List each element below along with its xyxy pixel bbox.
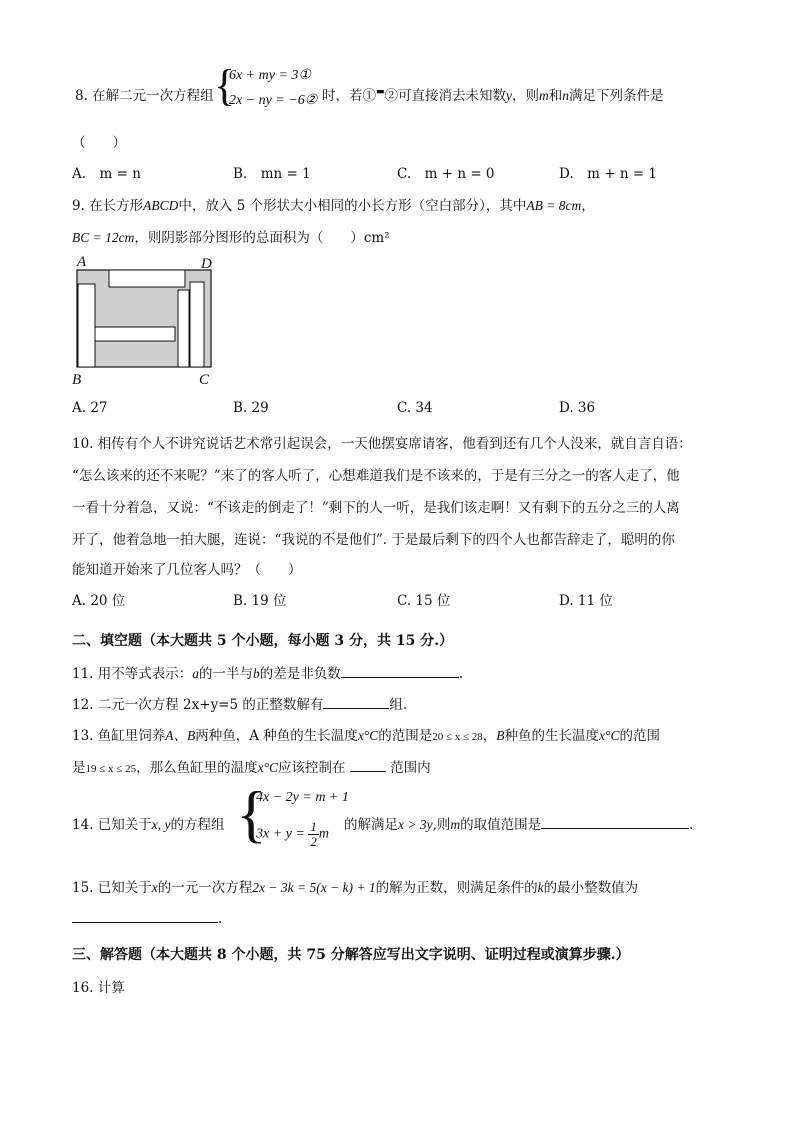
q9-option-d: D. 36 (559, 400, 596, 416)
q10-option-c: C. 15 位 (397, 593, 451, 609)
q8-prefix: 8. 在解二元一次方程组 (75, 88, 214, 104)
q12-answer-blank[interactable] (323, 694, 389, 709)
q11-answer-blank[interactable] (341, 663, 459, 678)
q8-option-b: B. mn = 1 (233, 166, 311, 182)
q10-option-b: B. 19 位 (233, 593, 287, 609)
q9-option-b: B. 29 (233, 400, 269, 416)
q16: 16. 计算 (72, 980, 125, 996)
small-rect-mid (95, 327, 175, 341)
q8-eq2: 2x − ny = −6② (229, 93, 318, 108)
q9-figure (70, 252, 220, 392)
q14-rest: 的解满足x > 3y,则m的取值范围是 . (344, 813, 693, 833)
q10-line-2: “怎么该来的还不来呢？”来了的客人听了，心想难道我们是不该来的，于是有三分之一的客人走了，他 (72, 468, 680, 484)
small-rect-right-1 (190, 282, 204, 367)
small-rect-left (78, 284, 95, 367)
q9-option-a: A. 27 (72, 400, 108, 416)
q13-answer-blank[interactable] (350, 757, 386, 772)
q11: 11. 用不等式表示：a的一半与b的差是非负数 . (72, 662, 463, 682)
q14-eq1: 4x − 2y = m + 1 (256, 790, 349, 805)
q15-line-1: 15. 已知关于x的一元一次方程2x − 3k = 5(x − k) + 1的解为正数，则满足条件的k的最小整数值为 (72, 880, 639, 896)
q14-answer-blank[interactable] (541, 814, 689, 829)
q15-answer-blank[interactable] (72, 908, 218, 923)
q10-line-5: 能知道开始来了几位客人吗？（ ） (72, 562, 302, 578)
q10-option-a: A. 20 位 (72, 593, 126, 609)
q13-line-1: 13. 鱼缸里饲养A、B两种鱼，A 种鱼的生长温度x°C的范围是20 ≤ x ≤ 28，B种鱼的生长温度x°C的范围 (72, 728, 660, 744)
q9-line2: BC = 12cm，则阴影部分图形的总面积为（ ）cm² (72, 230, 390, 246)
q8-text-line: 时，若①▬②可直接消去未知数y，则m和n满足下列条件是 (322, 87, 664, 104)
q8-option-d: D. m + n = 1 (559, 166, 658, 182)
label-d: D (201, 256, 212, 272)
label-c: C (199, 372, 210, 388)
q13-line-2: 是19 ≤ x ≤ 25，那么鱼缸里的温度x°C应该控制在 范围内 (72, 756, 431, 776)
section-2-heading: 二、填空题（本大题共 5 个小题，每小题 3 分，共 15 分.） (72, 633, 454, 649)
section-3-heading: 三、解答题（本大题共 8 个小题，共 75 分解答应写出文字说明、证明过程或演算步骤.） (72, 947, 630, 963)
q9-line1: 9. 在长方形ABCD中，放入 5 个形状大小相同的小长方形（空白部分），其中AB = 8cm， (72, 198, 595, 214)
label-a: A (77, 254, 87, 270)
q14-eq2: 3x + y = $\frac{1}{2}$ m (256, 819, 329, 849)
q8-brace: { (214, 61, 236, 110)
q10-line-3: 一看十分着急，又说：“不该走的倒走了！”剩下的人一听，是我们该走啊！又有剩下的五分之三的人离 (72, 500, 680, 516)
q12: 12. 二元一次方程 2x+y=5 的正整数解有 组. (72, 693, 407, 713)
q8-eq1: 6x + my = 3① (229, 68, 311, 83)
q8-option-c: C. m + n = 0 (397, 166, 495, 182)
q8-option-a: A. m = n (72, 166, 141, 182)
q8-paren: （ ） (72, 135, 126, 151)
small-rect-right-2 (178, 290, 189, 367)
q10-option-d: D. 11 位 (559, 593, 613, 609)
small-rect-top (109, 270, 185, 287)
q14-brace: { (236, 778, 267, 849)
q10-line-4: 开了，他着急地一拍大腿，连说：“我说的不是他们”. 于是最后剩下的四个人也都告辞走了，聪明的你 (72, 532, 675, 548)
q14-prefix: 14. 已知关于x, y的方程组 (72, 817, 225, 833)
label-b: B (72, 372, 82, 388)
q15-line-2: . (72, 908, 222, 927)
q10-line-1: 10. 相传有个人不讲究说话艺术常引起误会，一天他摆宴席请客，他看到还有几个人没来，就自言自语： (72, 436, 692, 452)
q9-option-c: C. 34 (397, 400, 433, 416)
